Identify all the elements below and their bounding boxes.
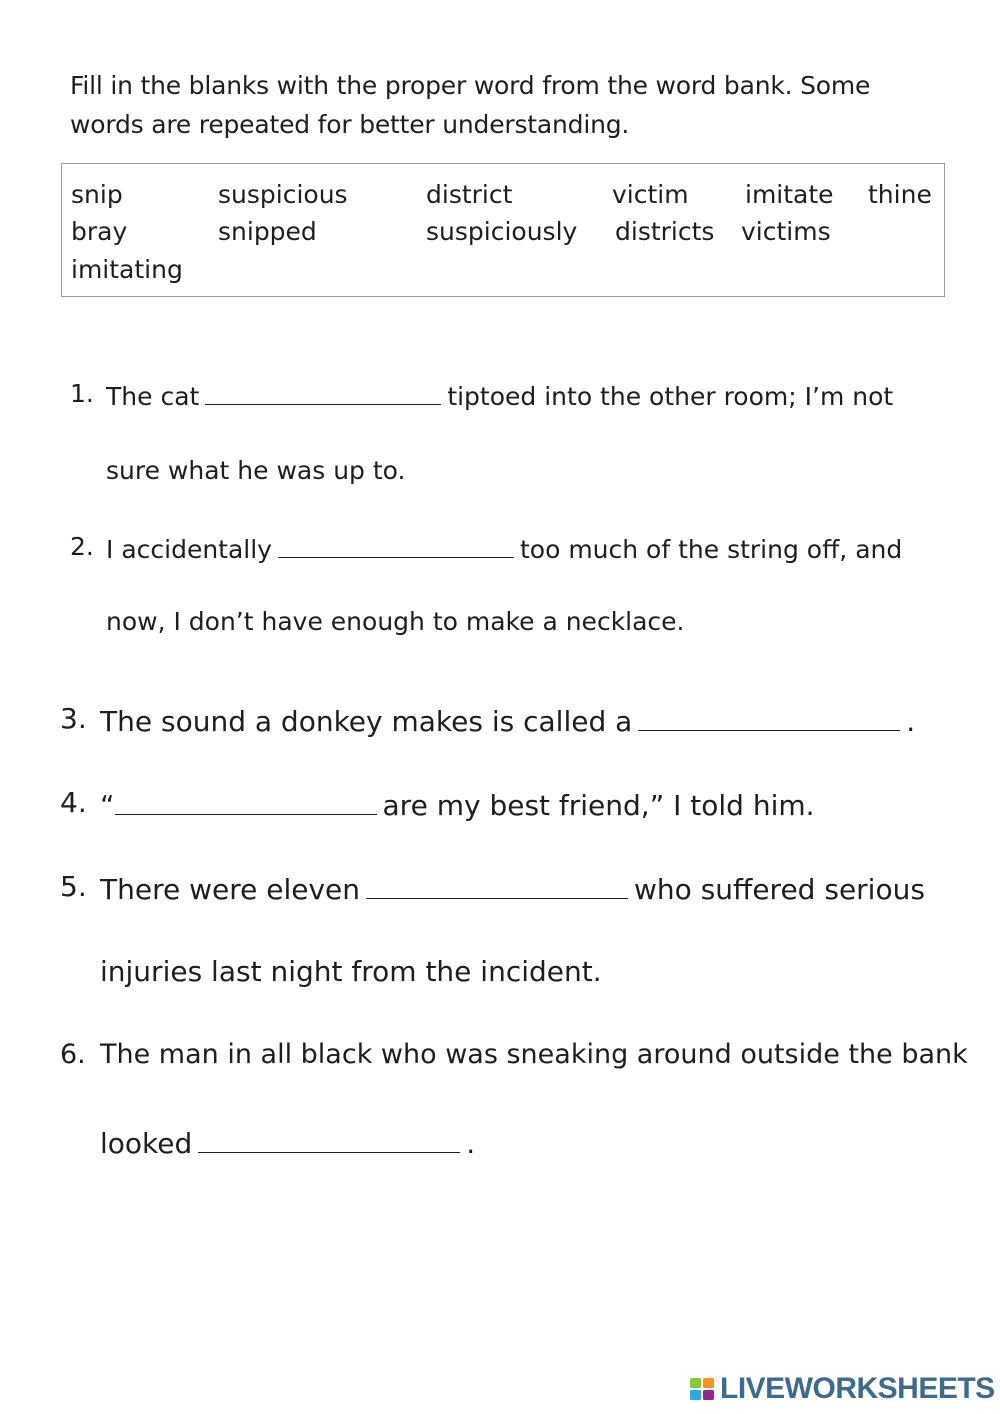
liveworksheets-logo-icon (690, 1376, 716, 1402)
question-5-number: 5. (60, 870, 87, 903)
question-6-blank[interactable] (198, 1124, 460, 1153)
question-3 (60, 702, 916, 738)
question-5 (60, 870, 925, 906)
word-bank-district: district (426, 180, 513, 209)
instructions-line-1: Fill in the blanks with the proper word from the word bank. Some (70, 71, 871, 100)
question-3-text-before: The sound a donkey makes is called a (100, 705, 633, 738)
question-1-number: 1. (70, 379, 94, 408)
question-1-blank[interactable] (205, 379, 441, 405)
question-5-blank[interactable] (366, 870, 628, 899)
word-bank (61, 163, 945, 297)
question-1-line-2: sure what he was up to. (106, 456, 406, 485)
question-1 (70, 379, 894, 411)
word-bank-imitate: imitate (745, 180, 834, 209)
question-6-line-2 (100, 1124, 475, 1160)
word-bank-victim: victim (612, 180, 689, 209)
word-bank-snipped: snipped (218, 217, 317, 246)
question-6-number: 6. (60, 1039, 86, 1070)
question-4-blank[interactable] (115, 786, 377, 815)
question-3-text-after: . (906, 705, 916, 738)
word-bank-victims: victims (741, 217, 831, 246)
word-bank-snip: snip (71, 180, 123, 209)
liveworksheets-logo (690, 1373, 995, 1405)
question-6-text-before: looked (100, 1127, 193, 1160)
word-bank-districts: districts (615, 217, 715, 246)
word-bank-bray: bray (71, 217, 128, 246)
word-bank-suspicious: suspicious (218, 180, 348, 209)
question-5-text-before: There were eleven (100, 873, 361, 906)
question-5-text-after: who suffered serious (634, 873, 925, 906)
instructions (70, 66, 950, 144)
word-bank-thine: thine (868, 180, 932, 209)
question-2-number: 2. (70, 532, 94, 561)
question-2 (70, 532, 903, 564)
question-6-text-after: . (466, 1127, 476, 1160)
question-2-line-2: now, I don’t have enough to make a necklace. (106, 607, 685, 636)
question-4-text-before: “ (100, 789, 115, 822)
question-1-text-after: tiptoed into the other room; I’m not (447, 382, 894, 411)
word-bank-imitating: imitating (71, 255, 183, 284)
question-4-number: 4. (60, 786, 87, 819)
question-6 (60, 1039, 968, 1070)
instructions-line-2: words are repeated for better understanding. (70, 110, 630, 139)
question-2-text-after: too much of the string off, and (519, 535, 903, 564)
question-3-number: 3. (60, 702, 87, 735)
question-2-blank[interactable] (278, 532, 514, 558)
question-3-blank[interactable] (638, 702, 900, 731)
question-2-text-before: I accidentally (106, 535, 272, 564)
word-bank-suspiciously: suspiciously (426, 217, 578, 246)
question-4-text-after: are my best friend,” I told him. (382, 789, 815, 822)
question-4 (60, 786, 815, 822)
question-6-line-1: The man in all black who was sneaking around outside the bank (100, 1039, 968, 1070)
question-1-text-before: The cat (106, 382, 200, 411)
question-5-line-2: injuries last night from the incident. (100, 955, 602, 988)
liveworksheets-logo-text: LIVEWORKSHEETS (720, 1372, 995, 1405)
